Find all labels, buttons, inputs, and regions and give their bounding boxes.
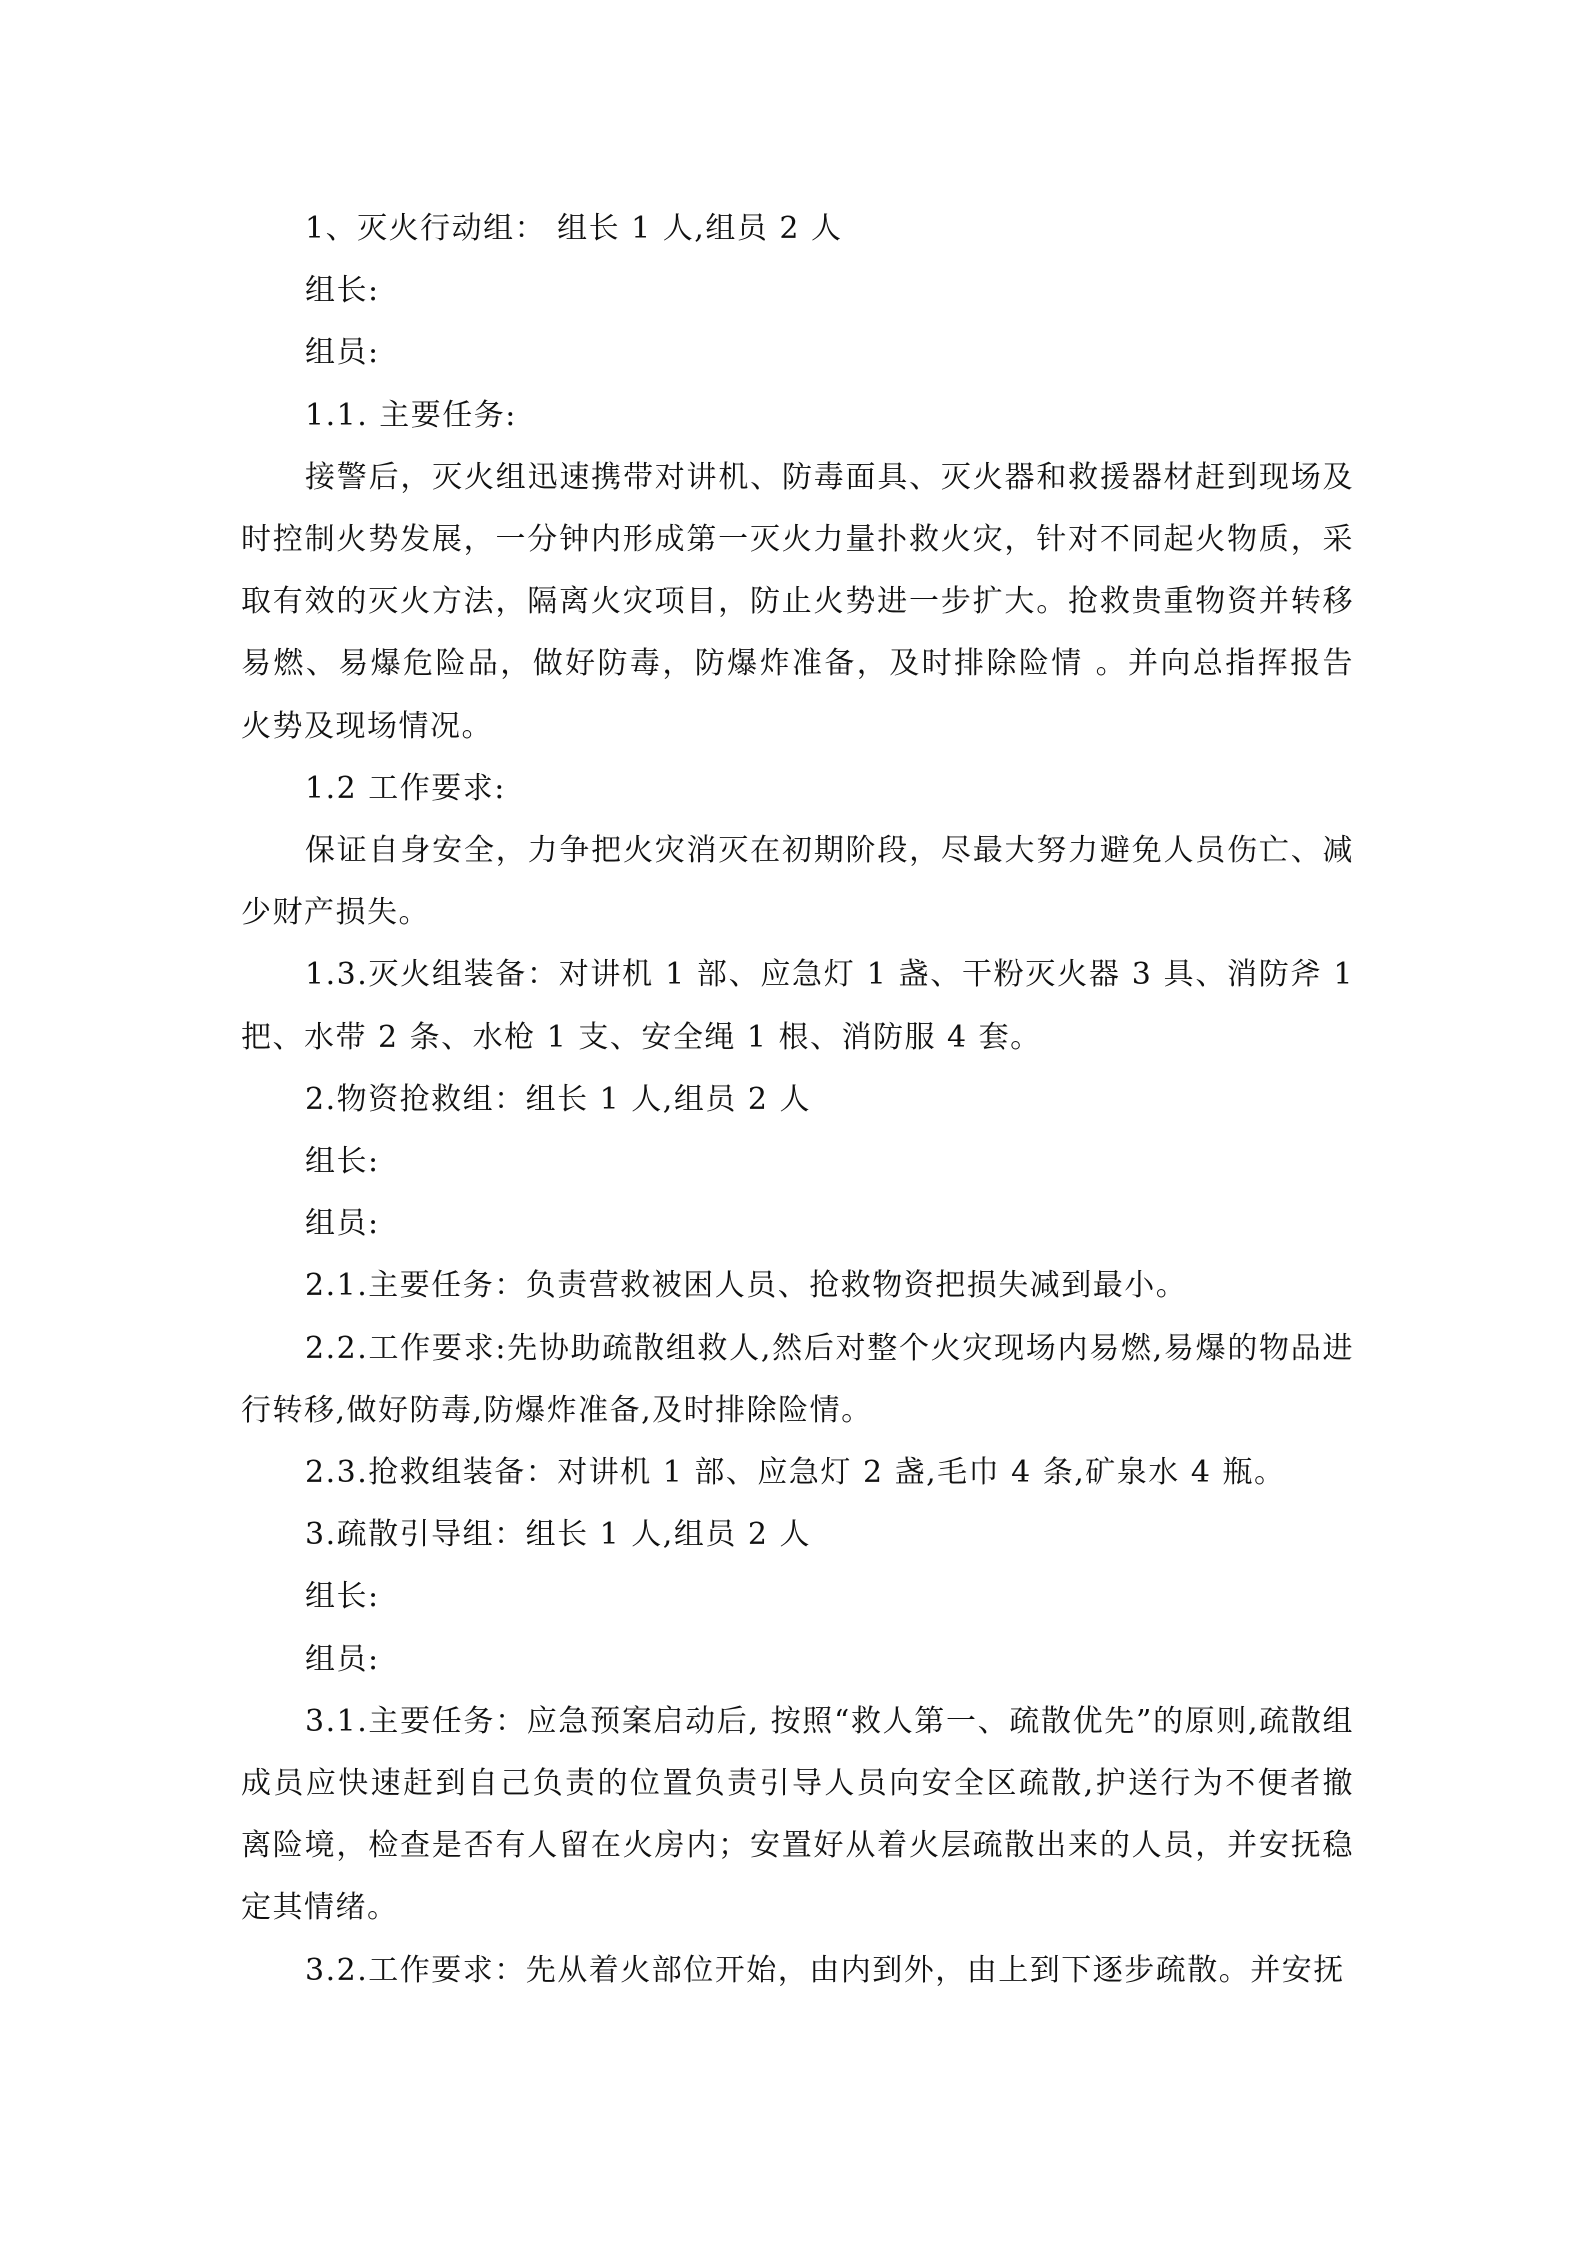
section-1-heading: 1、灭火行动组： 组长 1 人,组员 2 人 (305, 211, 843, 246)
section-2-3-equipment: 2.3.抢救组装备：对讲机 1 部、应急灯 2 盏,毛巾 4 条,矿泉水 4 瓶。 (305, 1455, 1286, 1491)
section-3-heading: 3.疏散引导组：组长 1 人,组员 2 人 (305, 1517, 811, 1553)
section-2-1-task: 2.1.主要任务：负责营救被困人员、抢救物资把损失减到最小。 (305, 1268, 1188, 1304)
section-3-leader-label: 组长: (305, 1579, 380, 1615)
section-3-1-task: 3.1.主要任务：应急预案启动后, 按照“救人第一、疏散优先”的原则,疏散组成员应快速赶到自己负责的位置负责引导人员向安全区疏散,护送行为不便者撤离险境，检查是否有人留在火房内；安置好从着火层疏散出来的人员，并安抚稳定其情绪。 (241, 1703, 1354, 1926)
section-1-members-label: 组员: (305, 335, 380, 371)
section-3-2-requirements: 3.2.工作要求：先从着火部位开始，由内到外，由上到下逐步疏散。并安抚 (305, 1952, 1345, 1988)
section-1-1-heading: 1.1. 主要任务: (305, 397, 517, 433)
section-2-members-label: 组员: (305, 1206, 380, 1242)
section-1-3-equipment: 1.3.灭火组装备：对讲机 1 部、应急灯 1 盏、干粉灭火器 3 具、消防斧 1 把、水带 2 条、水枪 1 支、安全绳 1 根、消防服 4 套。 (241, 957, 1354, 1055)
document-body (241, 198, 1354, 2002)
section-2-heading: 2.物资抢救组：组长 1 人,组员 2 人 (305, 1081, 811, 1117)
section-1-2-heading: 1.2 工作要求: (305, 770, 506, 806)
section-1-2-body: 保证自身安全，力争把火灾消灭在初期阶段，尽最大努力避免人员伤亡、减少财产损失。 (241, 833, 1354, 931)
section-3-members-label: 组员: (305, 1641, 380, 1677)
section-2-leader-label: 组长: (305, 1144, 380, 1180)
section-2-2-requirements: 2.2.工作要求:先协助疏散组救人,然后对整个火灾现场内易燃,易爆的物品进行转移,做好防毒,防爆炸准备,及时排除险情。 (241, 1330, 1354, 1428)
section-1-leader-label: 组长: (305, 273, 380, 309)
section-1-1-body: 接警后，灭火组迅速携带对讲机、防毒面具、灭火器和救援器材赶到现场及时控制火势发展，一分钟内形成第一灭火力量扑救火灾，针对不同起火物质，采取有效的灭火方法，隔离火灾项目，防止火势进一步扩大。抢救贵重物资并转移易燃、易爆危险品，做好防毒，防爆炸准备，及时排除险情 。并向总指挥报告火势及现场情况。 (241, 459, 1354, 744)
